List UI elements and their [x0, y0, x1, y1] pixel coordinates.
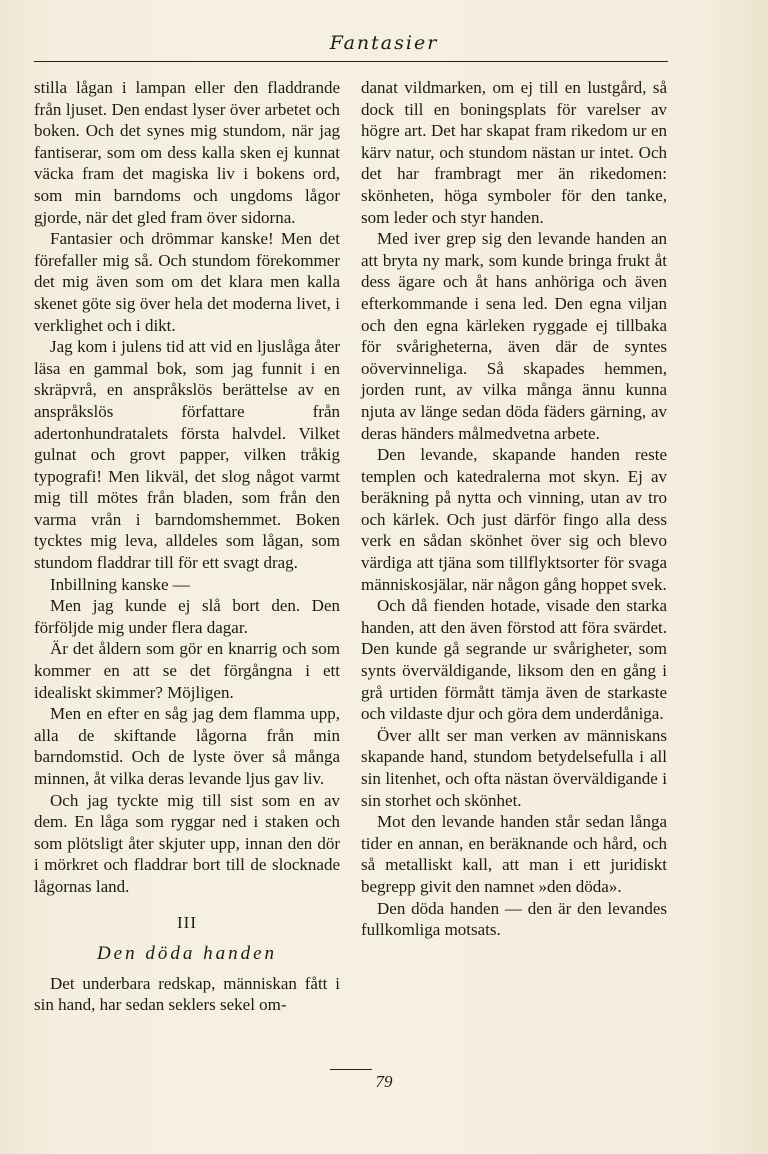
paragraph: Fantasier och drömmar kanske! Men det förefaller mig så. Och stundom förekommer det mig även som om det klara men kalla skenet göte sig över hela det moderna livet, i verklighet och i dikt.	[34, 229, 340, 335]
paragraph: Men en efter en såg jag dem flamma upp, alla de skiftande lågorna från min barndomstid. Och de lyste över så många minnen, åt vilka deras levande ljus gav liv.	[34, 704, 340, 788]
paragraph: Och då fienden hotade, visade den starka handen, att den även förstod att föra svärdet. Den kunde gå segrande ur svårigheter, som synts överväldigande, liksom den en gång i grå urtiden förmått tämja även de starkaste och vildaste djur och göra dem underdåniga.	[361, 596, 667, 724]
paragraph: Den döda handen — den är den levandes fullkomliga motsats.	[361, 898, 667, 940]
paragraph: Det underbara redskap, människan fått i sin hand, har sedan seklers sekel om-	[34, 973, 340, 1015]
header-rule	[34, 61, 668, 62]
section-title: Den döda handen	[96, 943, 278, 965]
paragraph: Den levande, skapande handen reste templen och katedralerna mot skyn. Ej av beräkning på nytta och vinning, utan av tro och kärlek. Och just därför fingo alla dess verk en sådan skönhet över sig och blevo värdiga att tjäna som tillflyktsorter för svaga människosjälar, när någon gång hoppet svek.	[361, 445, 667, 594]
left-column	[34, 77, 340, 1016]
page-number: 79	[375, 1072, 393, 1091]
paragraph: Jag kom i julens tid att vid en ljuslåga åter läsa en gammal bok, som jag funnit i en skräpvrå, en anspråkslös berättelse av en anspråkslös författare från adertonhundratalets första halvdel. Vilket gulnat och grovt papper, vilken tråkig typografi! Men likväl, det slog något varmt mig till mötes från bladen, som från den varma vrån i barndomshemmet. Boken tycktes mig leva, alldeles som lågan, som stundom fladdrar till för ett svagt drag.	[34, 337, 340, 573]
paragraph: stilla lågan i lampan eller den fladdrande från ljuset. Den endast lyser över arbetet och boken. Och det synes mig stundom, när jag fantiserar, som om dess kalla sken ej kunnat väcka fram det magiska liv i bokens ord, som min barndoms och ungdoms lågor gjorde, när det gled fram över sidorna.	[34, 78, 340, 227]
paragraph: Mot den levande handen står sedan långa tider en annan, en beräknande och hård, och så metalliskt kall, att man i ett juridiskt begrepp givit den namnet »den döda».	[361, 812, 667, 896]
paragraph: danat vildmarken, om ej till en lustgård, så dock till en boningsplats för varelser av högre art. Det har skapat fram rikedom ur en kärv natur, och stundom nästan ur intet. Och det har frambragt mer än rikedomen: skönheten, höga symboler för den tanke, som leder och styr handen.	[361, 78, 667, 227]
paragraph: Men jag kunde ej slå bort den. Den förföljde mig under flera dagar.	[34, 596, 340, 637]
paragraph: Med iver grep sig den levande handen an att bryta ny mark, som kunde bringa frukt åt dess ägare och åt hans anhöriga och även efterkommande i sena led. Den egna viljan och den egna kärleken ryggade ej tillbaka för svårigheterna, även där de syntes oövervinneliga. Så skapades hemmen, jorden runt, av vilka många ännu kunna njuta av länge sedan döda fäders gärning, av deras händers målmedvetna arbete.	[361, 229, 667, 443]
right-column	[361, 77, 667, 941]
paragraph: Inbillning kanske —	[50, 574, 190, 594]
paragraph: Och jag tyckte mig till sist som en av dem. En låga som ryggar ned i staken och som plötsligt åter skjuter upp, innan den dör i mörkret och fladdrar bort till de slocknade lågornas land.	[34, 790, 340, 896]
running-head: Fantasier	[329, 32, 439, 54]
paragraph: Är det åldern som gör en knarrig och som kommer en att se det förgångna i ett idealiskt skimmer? Möjligen.	[34, 639, 340, 702]
paragraph: Över allt ser man verken av människans skapande hand, stundom betydelsefulla i all sin litenhet, och ofta nästan överväldigande i sin storhet och skönhet.	[361, 725, 667, 810]
folio-rule	[330, 1069, 372, 1070]
section-number: III	[177, 912, 197, 932]
